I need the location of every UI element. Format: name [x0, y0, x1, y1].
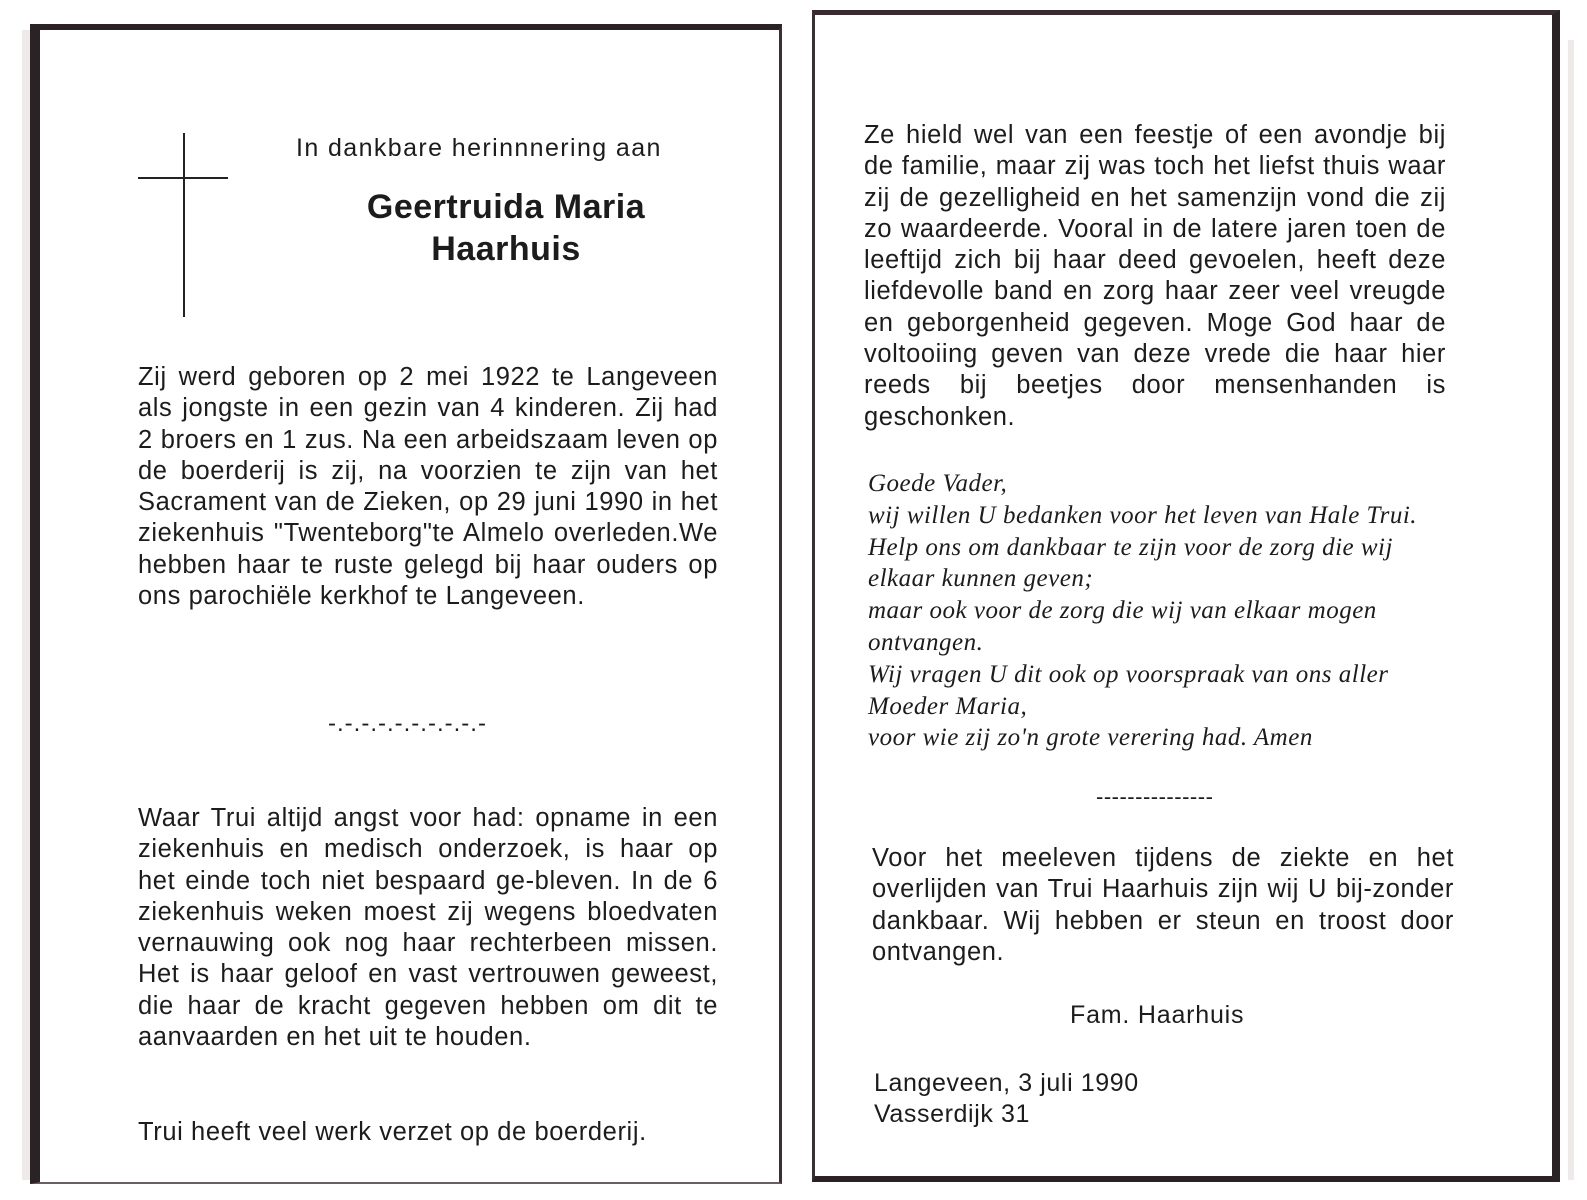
- thanks-paragraph: Voor het meeleven tijdens de ziekte en het overlijden van Trui Haarhuis zijn wij U bij-zonder dankbaar. Wij hebben er steun en troost door ontvangen.: [872, 844, 1454, 966]
- cross-icon-bar: [138, 177, 228, 179]
- prayer-line: wij willen U bedanken voor het leven van Hale Trui.: [868, 501, 1418, 529]
- character-paragraph: Ze hield wel van een feestje of een avondje bij de familie, maar zij was toch het liefst thuis waar zij de gezelligheid en het samenzijn vond die zij zo waardeerde. Vooral in de latere jaren toen de leeftijd zich bij haar deed gevoelen, heeft deze liefdevolle band en zorg haar zeer veel vreugde en geborgenheid gegeven. Moge God haar de voltooiing geven van deze vrede die haar hier reeds bij beetjes door mensenhanden is geschonken.: [864, 121, 1446, 431]
- prayer-line: Goede Vader,: [868, 470, 1008, 497]
- prayer-line: Moeder Maria,: [868, 692, 1028, 720]
- prayer-line: elkaar kunnen geven;: [868, 565, 1094, 593]
- card-edge-shadow: [22, 30, 30, 1180]
- prayer-text: [868, 468, 1468, 754]
- section-divider: -.-.-.-.-.-.-.-.-.-: [328, 710, 487, 737]
- work-paragraph: Trui heeft veel werk verzet op de boerderij.: [138, 1118, 647, 1146]
- place-date: Langeveen, 3 juli 1990: [874, 1069, 1139, 1097]
- biography-paragraph: Zij werd geboren op 2 mei 1922 te Langeveen als jongste in een gezin van 4 kinderen. Zij had 2 broers en 1 zus. Na een arbeidszaam leven op de boerderij is zij, na voorzien te zijn van het Sacrament van de Zieken, op 29 juni 1990 in het ziekenhuis "Twenteborg"te Almelo overleden.We hebben haar te ruste gelegd bij haar ouders op ons parochiële kerkhof te Langeveen.: [138, 363, 718, 611]
- name-line-1: Geertruida Maria: [366, 188, 646, 226]
- prayer-line: voor wie zij zo'n grote verering had. Amen: [868, 724, 1313, 752]
- place-date-block: [874, 1068, 1139, 1130]
- card-edge-shadow: [1568, 40, 1574, 1180]
- prayer-line: Help ons om dankbaar te zijn voor de zorg die wij: [868, 533, 1393, 561]
- family-signature: Fam. Haarhuis: [1070, 1001, 1245, 1029]
- address: Vasserdijk 31: [874, 1100, 1031, 1128]
- name-line-2: Haarhuis: [431, 230, 581, 268]
- section-divider-dash: ---------------: [1096, 784, 1214, 809]
- prayer-line: Wij vragen U dit ook op voorspraak van ons aller: [868, 660, 1389, 688]
- deceased-name: [300, 186, 712, 270]
- cross-icon: [183, 133, 185, 317]
- in-memory-heading: In dankbare herinnnering aan: [296, 134, 662, 162]
- illness-paragraph: Waar Trui altijd angst voor had: opname in een ziekenhuis en medisch onderzoek, is haar op het einde toch niet bespaard ge-bleven. In de 6 ziekenhuis weken moest zij wegens bloedvaten vernauwing ook nog haar rechterbeen missen. Het is haar geloof en vast vertrouwen geweest, die haar de kracht gegeven hebben om dit te aanvaarden en het uit te houden.: [138, 804, 718, 1052]
- prayer-line: maar ook voor de zorg die wij van elkaar mogen: [868, 597, 1377, 625]
- prayer-line: ontvangen.: [868, 628, 984, 656]
